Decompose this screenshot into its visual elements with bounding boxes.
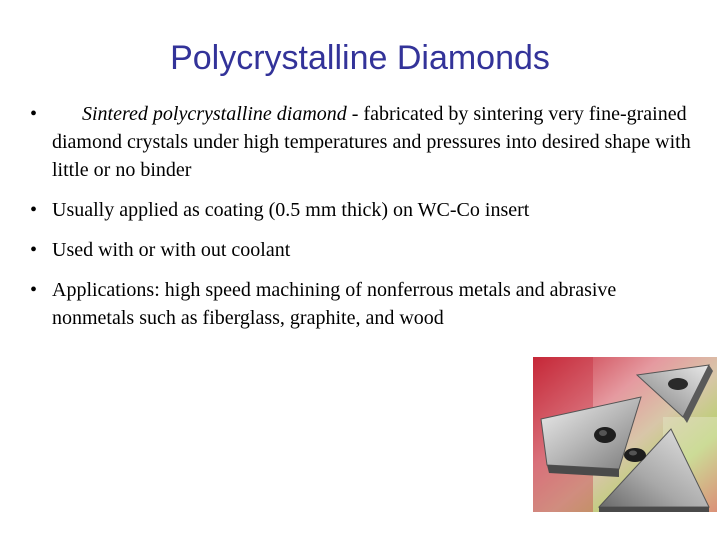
slide-title: Polycrystalline Diamonds <box>170 39 550 77</box>
bullet-item <box>30 100 700 184</box>
bullet-mark: • <box>30 199 38 221</box>
bullet-mark: • <box>30 279 38 301</box>
bullet-mark: • <box>30 103 38 125</box>
bullet-text: - fabricated by sintering very fine‑grained diamond crystals under high temperatures and pressures into desired shape with little or no binder <box>52 103 691 181</box>
bullet-mark: • <box>30 239 38 261</box>
bullet-item <box>30 276 700 332</box>
insert-photo <box>533 357 717 512</box>
bullet-item <box>30 196 700 224</box>
triangular-insert-photo-svg <box>533 357 717 512</box>
bullet-text: Used with or with out coolant <box>52 239 291 261</box>
bullet-list <box>30 100 700 344</box>
bullet-term: Sintered polycrystalline diamond <box>82 103 347 125</box>
bullet-item <box>30 236 700 264</box>
bullet-text: Applications: high speed machining of nonferrous metals and abrasive nonmetals such as fiberglass, graphite, and wood <box>52 279 617 329</box>
bullet-text: Usually applied as coating (0.5 mm thick) on WC-Co insert <box>52 199 530 221</box>
